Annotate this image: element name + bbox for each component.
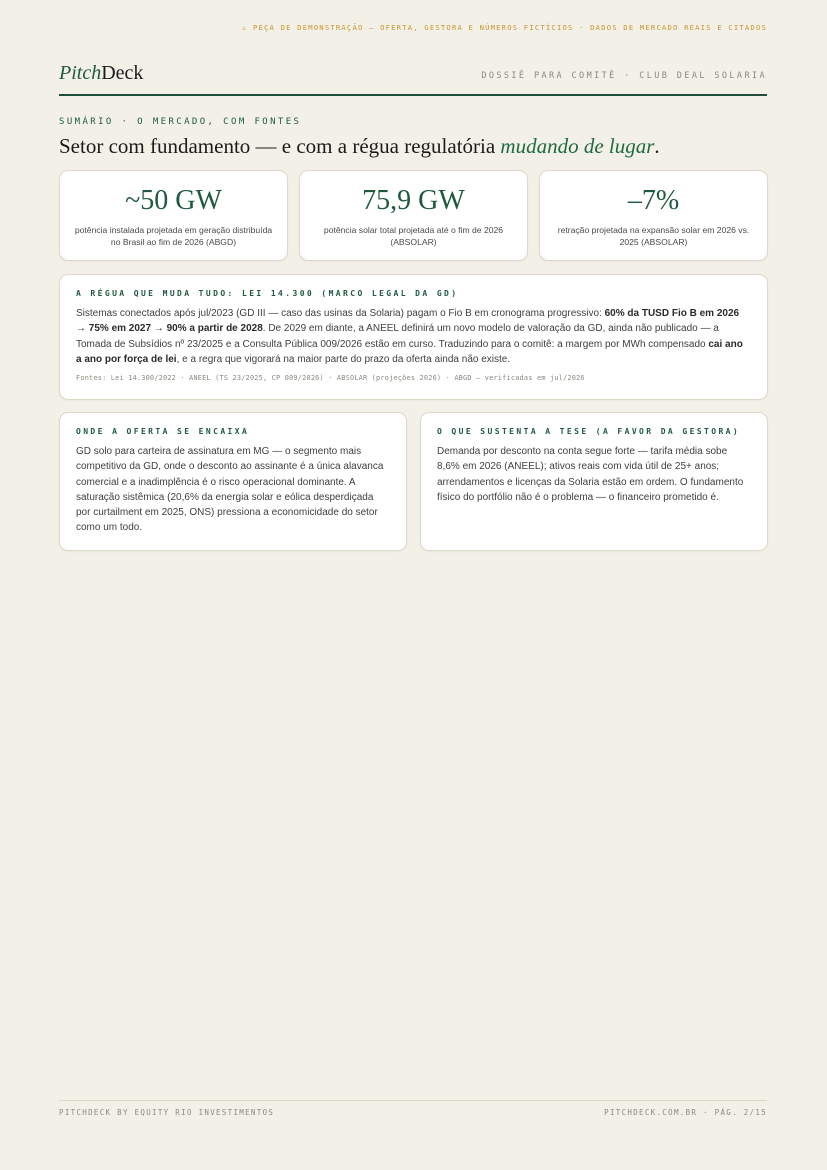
stat-card-solar-total bbox=[299, 170, 528, 261]
law-card bbox=[59, 274, 768, 400]
stat-value: –7% bbox=[627, 185, 680, 216]
stat-card-gd bbox=[59, 170, 288, 261]
footer-brand: PITCHDECK BY EQUITY RIO INVESTIMENTOS bbox=[59, 1108, 275, 1117]
stat-description: potência instalada projetada em geração distribuída no Brasil ao fim de 2026 (ABGD) bbox=[74, 225, 273, 247]
section-headline bbox=[59, 134, 660, 159]
logo-rest: Deck bbox=[101, 62, 144, 84]
law-text-bold: cai ano a ano por força de lei bbox=[76, 338, 743, 365]
law-card-title: A RÉGUA QUE MUDA TUDO: LEI 14.300 (MARCO LEGAL DA GD) bbox=[76, 289, 459, 298]
logo-accent: Pitch bbox=[59, 62, 102, 84]
law-text-part: Sistemas conectados após jul/2023 (GD III — caso das usinas da Solaria) pagam o Fio B em cronograma progressivo: bbox=[76, 308, 605, 319]
headline-emphasis: mudando de lugar bbox=[500, 134, 655, 158]
stat-description: retração projetada na expansão solar em 2026 vs. 2025 (ABSOLAR) bbox=[557, 225, 750, 247]
law-text-part: , e a regra que vigorará na maior parte do prazo da oferta ainda não existe. bbox=[176, 353, 511, 365]
page-footer bbox=[59, 1100, 767, 1117]
dossie-label: DOSSIÊ PARA COMITÊ · CLUB DEAL SOLARIA bbox=[481, 71, 767, 81]
stat-value: ~50 GW bbox=[125, 185, 222, 216]
stat-description: potência solar total projetada até o fim de 2026 (ABSOLAR) bbox=[323, 225, 504, 247]
headline-main: Setor com fundamento — e com a régua regulatória bbox=[59, 134, 501, 158]
demo-disclaimer: ⚠ PEÇA DE DEMONSTRAÇÃO — OFERTA, GESTORA E NÚMEROS FICTÍCIOS · DADOS DE MERCADO REAIS E CITADOS bbox=[241, 23, 767, 32]
law-text-part: . De 2029 em diante, a ANEEL definirá um novo modelo de valoração da GD, ainda não publicado — a Tomada de Subsídios nº 23/2025 e a Consulta Pública 009/2026 estão em curso. Traduzindo para o comitê: a margem por MWh compensado bbox=[76, 323, 719, 350]
section-kicker: SUMÁRIO · O MERCADO, COM FONTES bbox=[59, 117, 302, 127]
page-header bbox=[59, 62, 767, 96]
law-text-bold: 60% da TUSD Fio B em 2026 → 75% em 2027 → 90% a partir de 2028 bbox=[76, 308, 740, 335]
law-card-text bbox=[76, 306, 751, 367]
footer-page-info[interactable]: PITCHDECK.COM.BR · PÁG. 2/15 bbox=[604, 1108, 767, 1117]
offer-card-text: GD solo para carteira de assinatura em MG — o segmento mais competitivo da GD, onde o desconto ao assinante é a única alavanca comercial e a inadimplência é o risco operacional dominante. A saturação sistêmica (20,6% da energia solar e eólica desperdiçada por curtailment em 2025, ONS) pressiona a economicidade do setor como um todo. bbox=[76, 446, 384, 534]
offer-card bbox=[59, 412, 407, 551]
offer-card-title: ONDE A OFERTA SE ENCAIXA bbox=[76, 427, 250, 436]
law-sources: Fontes: Lei 14.300/2022 · ANEEL (TS 23/2025, CP 009/2026) · ABSOLAR (projeções 2026) · ABGD — verificadas em jul/2026 bbox=[76, 374, 585, 383]
thesis-card-title: O QUE SUSTENTA A TESE (A FAVOR DA GESTORA) bbox=[437, 427, 741, 436]
stat-value: 75,9 GW bbox=[362, 185, 465, 216]
pitchdeck-logo[interactable] bbox=[59, 62, 143, 85]
thesis-card-text: Demanda por desconto na conta segue forte — tarifa média sobe 8,6% em 2026 (ANEEL); ativos reais com vida útil de 25+ anos; arrendamentos e licenças da Solaria estão em ordem. O fundamento físico do portfólio não é o problema — o financeiro prometido é. bbox=[437, 446, 744, 503]
thesis-card bbox=[420, 412, 768, 551]
stat-card-retracao bbox=[539, 170, 768, 261]
headline-end: . bbox=[654, 134, 660, 158]
